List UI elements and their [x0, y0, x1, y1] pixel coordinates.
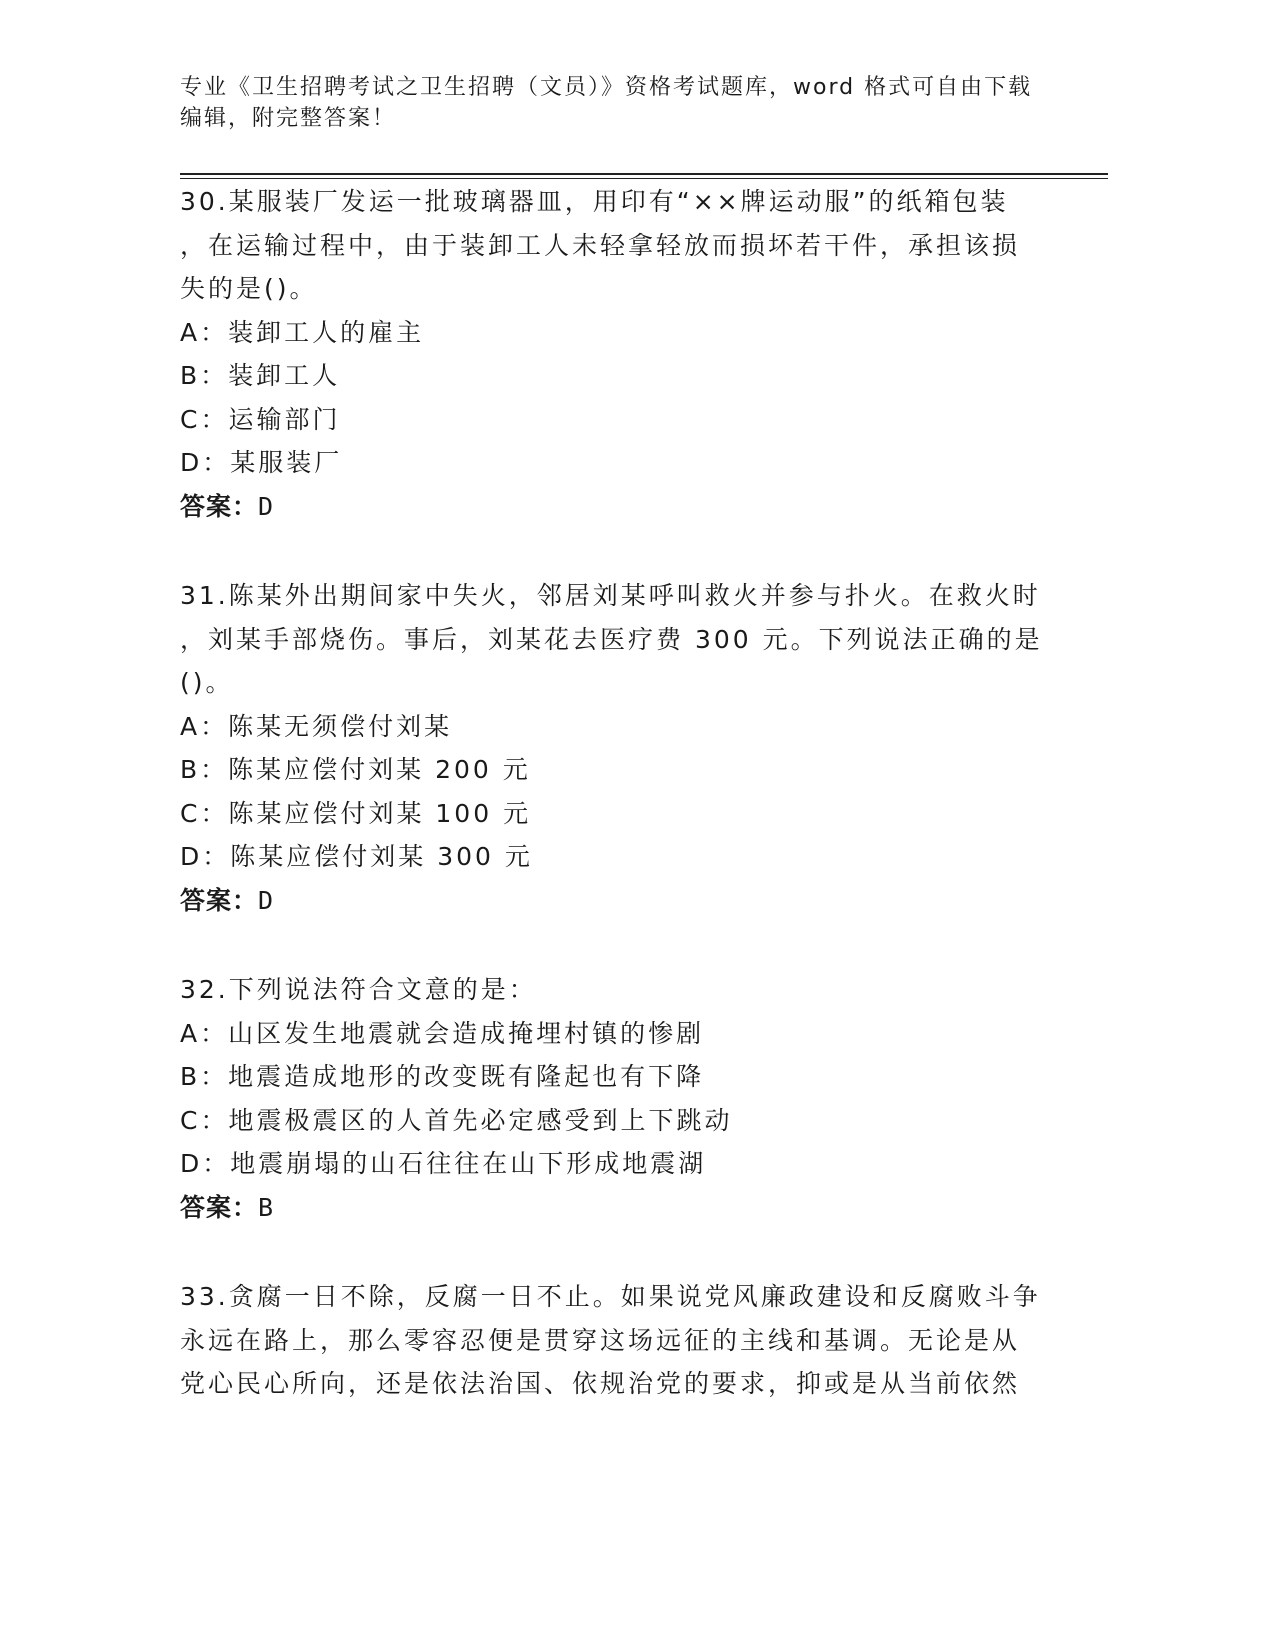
question-text-line: ，在运输过程中，由于装卸工人未轻拿轻放而损坏若干件，承担该损 — [180, 230, 1021, 260]
question-text-line: 党心民心所向，还是依法治国、依规治党的要求，抑或是从当前依然 — [180, 1369, 1021, 1398]
header-divider-thin — [180, 178, 1108, 179]
answer-label: 答案： — [180, 491, 259, 521]
option-b: B：装卸工人 — [180, 361, 341, 390]
option-d: D：某服装厂 — [180, 448, 343, 477]
answer-line — [180, 485, 1040, 529]
question-text-line: 30.某服装厂发运一批玻璃器皿，用印有“××牌运动服”的纸箱包装 — [180, 187, 1009, 216]
answer-value: D — [258, 885, 275, 915]
question-32 — [180, 968, 1040, 1229]
header-divider-thick — [180, 173, 1108, 175]
question-text-line: 失的是()。 — [180, 274, 318, 303]
question-text-line: 32.下列说法符合文意的是： — [180, 975, 537, 1004]
option-a: A：陈某无须偿付刘某 — [180, 711, 453, 741]
question-30 — [180, 180, 1040, 528]
option-a: A：装卸工人的雇主 — [180, 317, 425, 347]
question-text-line: 33.贪腐一日不除，反腐一日不止。如果说党风廉政建设和反腐败斗争 — [180, 1282, 1041, 1311]
answer-line — [180, 1186, 1040, 1230]
answer-value: B — [258, 1192, 275, 1222]
question-text-line: ，刘某手部烧伤。事后，刘某花去医疗费 300 元。下列说法正确的是 — [180, 624, 1043, 654]
question-31 — [180, 574, 1043, 922]
option-c: C：地震极震区的人首先必定感受到上下跳动 — [180, 1105, 733, 1135]
question-33 — [180, 1275, 1040, 1406]
option-b: B：地震造成地形的改变既有隆起也有下降 — [180, 1062, 705, 1091]
option-d: D：陈某应偿付刘某 300 元 — [180, 842, 533, 871]
option-c: C：陈某应偿付刘某 100 元 — [180, 798, 532, 828]
header-line-1: 专业《卫生招聘考试之卫生招聘（文员）》资格考试题库，word 格式可自由下载 — [180, 75, 1033, 100]
option-a: A：山区发生地震就会造成掩埋村镇的惨剧 — [180, 1018, 705, 1048]
question-list — [180, 180, 1043, 1452]
question-text-line: 31.陈某外出期间家中失火，邻居刘某呼叫救火并参与扑火。在救火时 — [180, 581, 1041, 610]
answer-label: 答案： — [180, 1192, 259, 1222]
question-text-line: ()。 — [180, 668, 234, 697]
header-line-2: 编辑，附完整答案！ — [180, 106, 397, 131]
answer-value: D — [258, 491, 275, 521]
answer-label: 答案： — [180, 885, 259, 915]
option-b: B：陈某应偿付刘某 200 元 — [180, 755, 531, 784]
document-header — [180, 72, 1080, 134]
option-d: D：地震崩塌的山石往往在山下形成地震湖 — [180, 1149, 707, 1178]
option-c: C：运输部门 — [180, 404, 341, 434]
question-text-line: 永远在路上，那么零容忍便是贯穿这场远征的主线和基调。无论是从 — [180, 1325, 1021, 1355]
answer-line — [180, 879, 1040, 923]
